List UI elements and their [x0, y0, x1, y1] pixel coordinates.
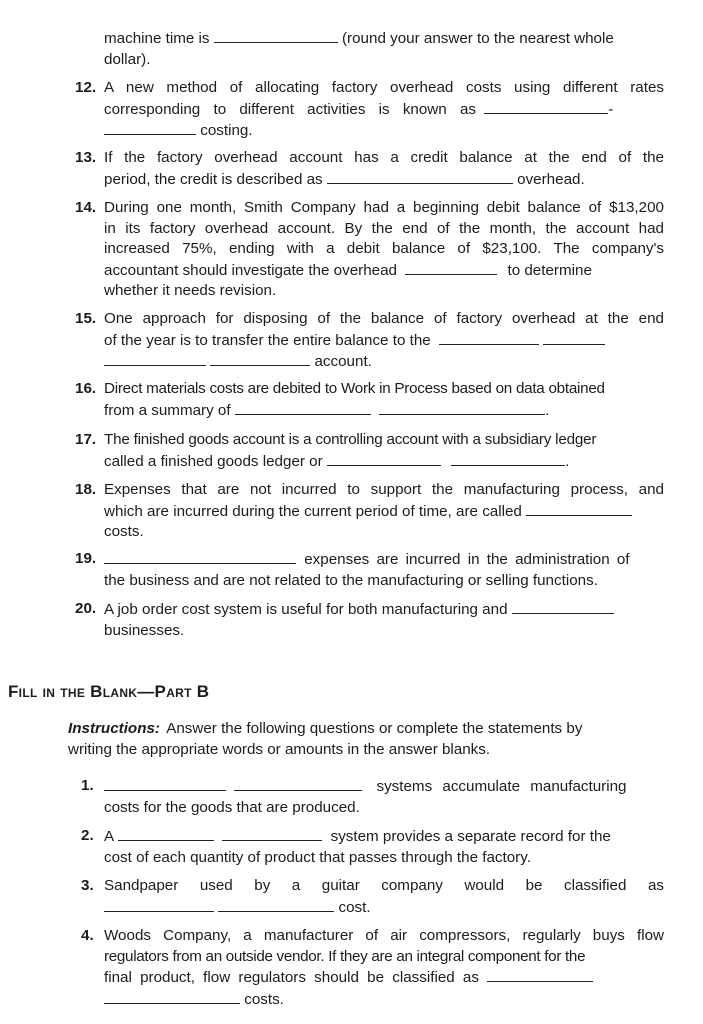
q14-line-3: increased 75%, ending with a debit balance of $23,100. The company's [104, 240, 664, 257]
answer-blank[interactable] [234, 776, 362, 791]
answer-blank[interactable] [104, 549, 296, 564]
answer-blank[interactable] [327, 169, 513, 184]
instructions-label: Instructions: [68, 720, 160, 737]
answer-blank[interactable] [118, 826, 214, 841]
qb2-article: A [104, 828, 115, 845]
instructions-line-1: Answer the following questions or complete the statements by [166, 720, 583, 737]
q14-line-1: During one month, Smith Company had a beginning debit balance of $13,200 [104, 199, 664, 216]
question-14 [104, 198, 664, 302]
q15-line-3: account. [314, 353, 372, 370]
question-number-b2: 2. [81, 827, 94, 844]
qb2-line-1: system provides a separate record for the [330, 828, 611, 845]
q12-line-3: costing. [200, 122, 253, 139]
answer-blank[interactable] [451, 451, 565, 466]
question-number-19: 19. [75, 550, 97, 567]
question-11-tail [104, 28, 664, 70]
question-number-b4: 4. [81, 927, 94, 944]
qb3-line-2: cost. [338, 898, 371, 916]
question-16 [104, 379, 664, 421]
q13-line-2b: overhead. [517, 170, 585, 188]
q19-line-2: the business and are not related to the manufacturing or selling functions. [104, 571, 598, 589]
q13-line-2: period, the credit is described as [104, 170, 323, 188]
answer-blank[interactable] [543, 330, 605, 345]
question-15 [104, 309, 664, 373]
q14-line-4a: accountant should investigate the overhead [104, 261, 397, 279]
q17-line-1: The finished goods account is a controlling account with a subsidiary ledger [104, 431, 597, 448]
answer-blank[interactable] [222, 826, 322, 841]
question-20 [104, 599, 664, 641]
instructions-line-2: writing the appropriate words or amounts in the answer blanks. [68, 740, 491, 758]
answer-blank[interactable] [104, 776, 226, 791]
section-heading-part-b: Fill in the Blank—Part B [8, 682, 210, 701]
q20-line-2: businesses. [104, 621, 185, 639]
q17-period: . [565, 452, 570, 470]
q16-line-2: from a summary of [104, 401, 231, 419]
question-number-17: 17. [75, 431, 97, 448]
question-b1 [104, 776, 664, 818]
q12-line-2: corresponding to different activities is known as [104, 100, 476, 118]
q15-line-1: One approach for disposing of the balance of factory overhead at the end [104, 310, 664, 327]
answer-blank[interactable] [214, 28, 338, 43]
answer-blank[interactable] [526, 501, 632, 516]
q19-line-1: expenses are incurred in the administration of [304, 551, 630, 568]
answer-blank[interactable] [104, 120, 196, 135]
answer-blank[interactable] [405, 260, 497, 275]
qb3-line-1: Sandpaper used by a guitar company would be classified as [104, 877, 664, 894]
q16-line-1: Direct materials costs are debited to Work in Process based on data obtained [104, 380, 605, 397]
question-number-16: 16. [75, 380, 97, 397]
q12-line-1: A new method of allocating factory overhead costs using different rates [104, 79, 664, 96]
q14-line-4b: to determine [507, 261, 592, 279]
question-18 [104, 480, 664, 543]
q11-text-a: machine time is [104, 30, 210, 47]
q18-line-1: Expenses that are not incurred to support the manufacturing process, and [104, 481, 664, 498]
question-number-15: 15. [75, 310, 97, 327]
question-b3 [104, 876, 664, 918]
question-number-12: 12. [75, 79, 97, 96]
answer-blank[interactable] [379, 400, 545, 415]
q17-line-2: called a finished goods ledger or [104, 452, 323, 470]
q16-period: . [545, 401, 550, 419]
answer-blank[interactable] [104, 351, 206, 366]
answer-blank[interactable] [512, 599, 614, 614]
answer-blank[interactable] [484, 99, 608, 114]
qb4-line-2: regulators from an outside vendor. If they are an integral component for the [104, 947, 586, 965]
instructions [68, 719, 664, 760]
question-number-b1: 1. [81, 777, 94, 794]
answer-blank[interactable] [487, 967, 593, 982]
q11-text-b: (round your answer to the nearest whole [341, 30, 614, 47]
answer-blank[interactable] [327, 451, 441, 466]
question-12 [104, 78, 664, 142]
answer-blank[interactable] [439, 330, 539, 345]
answer-blank[interactable] [104, 989, 240, 1004]
qb4-line-1: Woods Company, a manufacturer of air compressors, regularly buys flow [104, 927, 664, 944]
q11-text-c: dollar). [104, 50, 151, 68]
answer-blank[interactable] [218, 897, 334, 912]
q12-hyphen: - [608, 100, 614, 118]
question-number-20: 20. [75, 600, 97, 617]
question-17 [104, 430, 664, 472]
q18-line-2: which are incurred during the current period of time, are called [104, 502, 522, 520]
q14-line-2: in its factory overhead account. By the end of the month, the account had [104, 219, 664, 237]
q15-line-2: of the year is to transfer the entire balance to the [104, 331, 431, 349]
qb2-line-2: cost of each quantity of product that passes through the factory. [104, 848, 531, 866]
qb1-line-1: systems accumulate manufacturing [376, 778, 627, 795]
question-number-18: 18. [75, 481, 97, 498]
qb1-line-2: costs for the goods that are produced. [104, 798, 360, 816]
question-b2 [104, 826, 664, 868]
q13-line-1: If the factory overhead account has a credit balance at the end of the [104, 149, 664, 166]
question-13 [104, 148, 664, 190]
q14-line-5: whether it needs revision. [104, 282, 277, 299]
answer-blank[interactable] [104, 897, 214, 912]
answer-blank[interactable] [210, 351, 310, 366]
question-number-b3: 3. [81, 877, 94, 894]
qb4-line-4: costs. [244, 990, 284, 1008]
q20-line-1: A job order cost system is useful for both manufacturing and [104, 601, 508, 618]
question-number-13: 13. [75, 149, 97, 166]
qb4-line-3: final product, flow regulators should be classified as [104, 969, 479, 986]
question-number-14: 14. [75, 199, 97, 216]
q18-line-3: costs. [104, 523, 144, 540]
question-b4 [104, 926, 664, 1010]
answer-blank[interactable] [235, 400, 371, 415]
question-19 [104, 549, 664, 591]
